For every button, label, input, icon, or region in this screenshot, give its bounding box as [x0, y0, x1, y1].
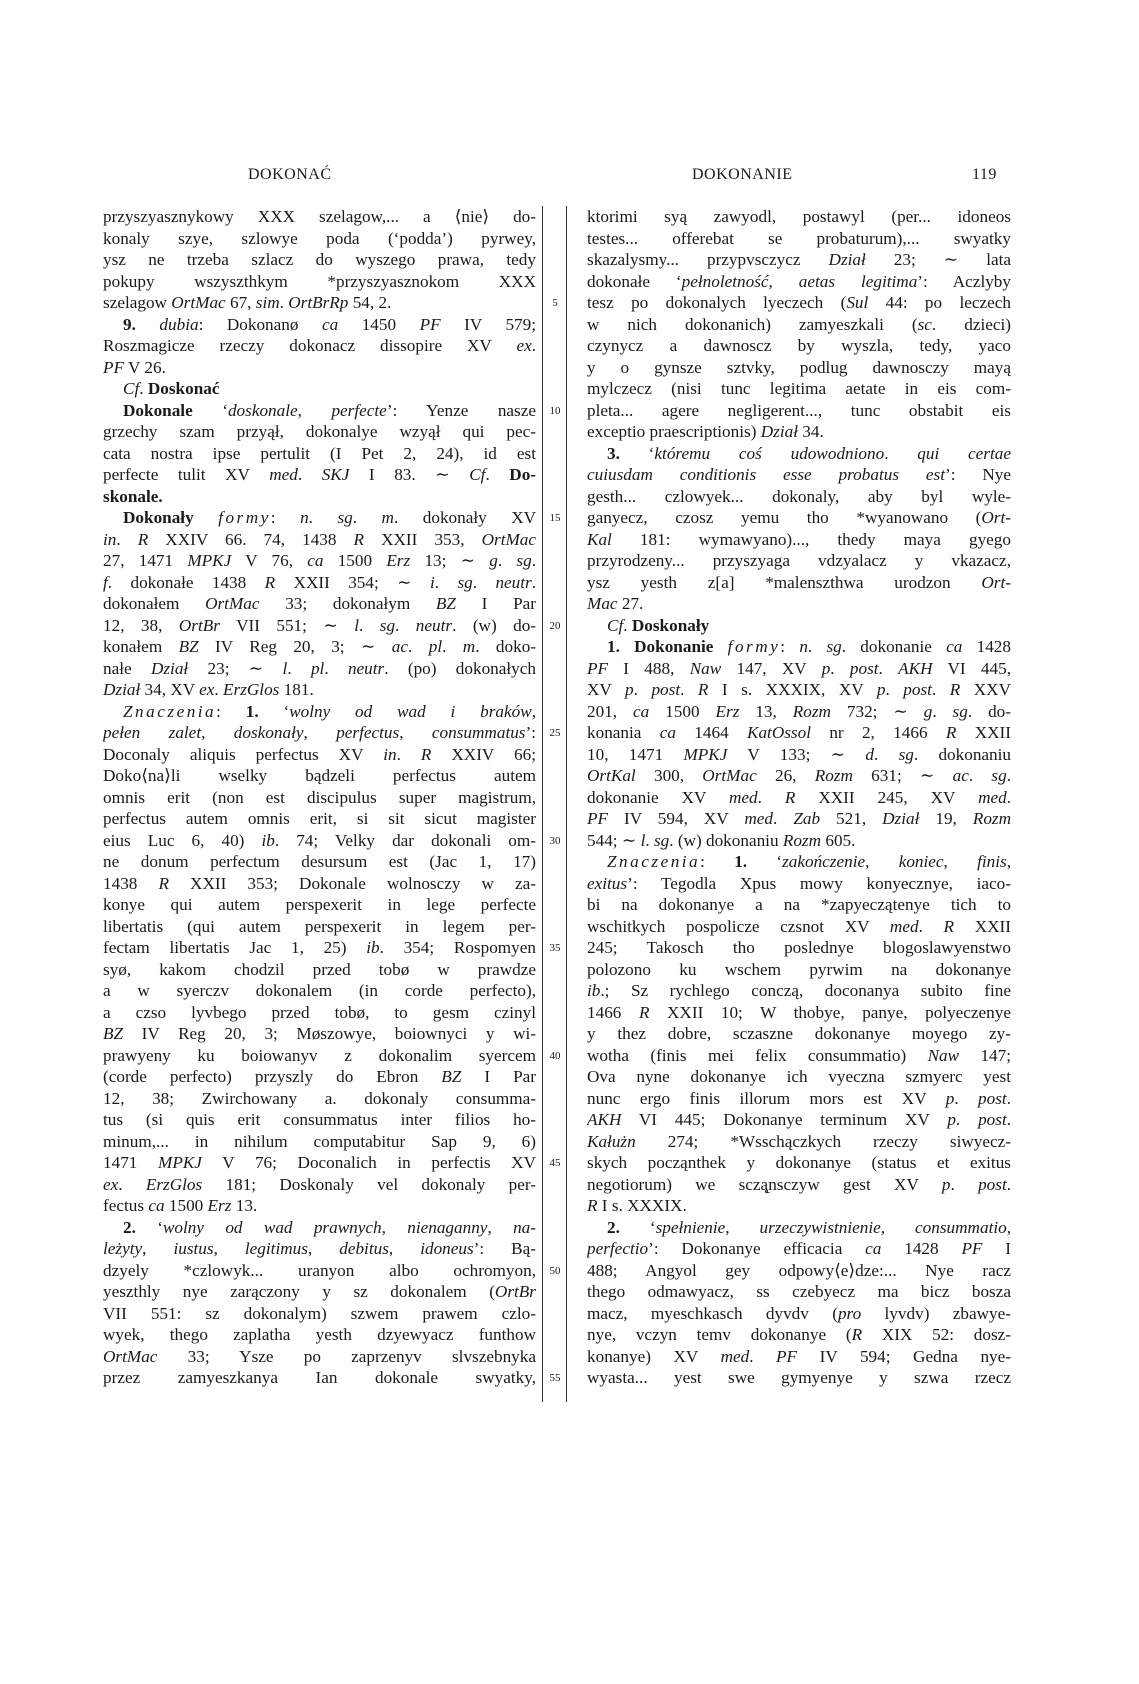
text-line: (corde perfecto) przyszly do Ebron BZ I Par — [103, 1067, 536, 1086]
text-line: ne donum perfectum desursum est (Jac 1, 17) — [103, 852, 536, 871]
text-line: konania ca 1464 KatOssol nr 2, 1466 R XXII — [587, 723, 1011, 742]
line-number: 35 — [549, 942, 561, 954]
text-line: y o gynsze sztvky, podlug dawnosczy mayą — [587, 357, 1011, 377]
text-line: 1471 MPKJ V 76; Doconalich in perfectis XV — [103, 1153, 536, 1172]
text-line: 27, 1471 MPKJ V 76, ca 1500 Erz 13; ∼ g. sg. — [103, 551, 536, 570]
line-number: 45 — [549, 1157, 561, 1169]
text-line: polozono ku wschem pyrwim na dokonanye — [587, 959, 1011, 979]
text-line: gesth... czlowyek... dokonaly, aby byl wyle- — [587, 486, 1011, 506]
text-line: PF I 488, Naw 147, XV p. post. AKH VI 445, — [587, 658, 1011, 678]
text-line: 2. ‘spełnienie, urzeczywistnienie, consummatio, — [607, 1217, 1011, 1237]
text-line: w nich dokonanich) zamyeszkali (sc. dzieci) — [587, 314, 1011, 334]
text-line: grzechy szam przyął, dokonalye wzyął qui pec- — [103, 422, 536, 441]
text-line: przyszyasznykowy XXX szelagow,... a ⟨nie⟩ do- — [103, 207, 536, 226]
text-line: ysz yesth z[a] *malenszthwa urodzon Ort- — [587, 572, 1011, 592]
line-number: 20 — [549, 619, 561, 632]
text-line: ganyecz, czosz yemu tho *wyanowano (Ort- — [587, 508, 1011, 527]
text-line: dokonanie XV med. R XXII 245, XV med. — [587, 787, 1011, 807]
text-line: PF V 26. — [103, 357, 166, 377]
text-line: mylczecz (nisi tunc legitima aetate in eis com- — [587, 379, 1011, 398]
text-line: skych począnthek y dokonanye (status et exitus — [587, 1153, 1011, 1172]
text-line: 12, 38, OrtBr VII 551; ∼ l. sg. neutr. (w) do- — [103, 615, 536, 635]
text-line: 9. dubia: Dokonanø ca 1450 PF IV 579; — [123, 314, 536, 334]
text-line: Cf. Doskonać — [123, 379, 220, 398]
text-line: 12, 38; Zwirchowany a. dokonaly consumma- — [103, 1088, 536, 1108]
text-line: a czso lyvbego przed tobø, to gesm czinyl — [103, 1002, 536, 1022]
text-line: Kałużn 274; *Wsschączkych rzeczy siwyecz- — [587, 1131, 1011, 1151]
text-line: 2. ‘wolny od wad prawnych, nienaganny, na- — [123, 1217, 536, 1237]
text-line: pokupy wszyszthkym *przyszyasznokom XXX — [103, 271, 536, 291]
text-line: nałe Dział 23; ∼ l. pl. neutr. (po) dokonałych — [103, 658, 536, 678]
right-column — [587, 206, 1011, 1389]
text-line: 488; Angyol gey odpowy⟨e⟩dze:... Nye racz — [587, 1260, 1011, 1280]
line-number: 15 — [549, 512, 561, 524]
text-line: ex. ErzGlos 181; Doskonaly vel dokonaly per- — [103, 1174, 536, 1194]
text-line: czynycz a dawnoscz by wyszla, tedy, yaco — [587, 336, 1011, 355]
text-line: 1438 R XXII 353; Dokonale wolnosczy w za- — [103, 873, 536, 893]
text-line: testes... offerebat se probaturum),... swyatky — [587, 228, 1011, 248]
text-line: syø, kakom chodzil przed tobø w prawdze — [103, 959, 536, 979]
text-line: f. dokonałe 1438 R XXII 354; ∼ i. sg. neutr. — [103, 572, 536, 592]
text-line: Dokonale ‘doskonale, perfecte’: Yenze nasze — [123, 400, 536, 420]
text-line: thego odmawyacz, ss czebyecz ma bicz bosza — [587, 1282, 1011, 1301]
text-line: omnis erit (non est discipulus super magistrum, — [103, 787, 536, 807]
text-line: wotha (finis mei felix consummatio) Naw 147; — [587, 1045, 1011, 1065]
running-head-left: DOKONAĆ — [248, 166, 332, 183]
text-line: skonale. — [103, 486, 163, 506]
text-line: Dział 34, XV ex. ErzGlos 181. — [103, 680, 314, 699]
text-line: wyasta... yest swe gymyenye y szwa rzecz — [587, 1368, 1011, 1387]
text-line: leżyty, iustus, legitimus, debitus, idoneus’: Bą- — [103, 1239, 536, 1258]
text-line: Mac 27. — [587, 594, 644, 613]
text-line: exitus’: Tegodla Xpus mowy konyecznye, iaco- — [587, 873, 1011, 893]
text-line: nunc ergo finis illorum mors est XV p. post. — [587, 1088, 1011, 1108]
text-line: 1466 R XXII 10; W thobye, panye, polyeczenye — [587, 1002, 1011, 1022]
text-line: wyek, thego zaplatha yesth dzyewyacz funthow — [103, 1325, 536, 1344]
text-line: Doconaly aliquis perfectus XV in. R XXIV 66; — [103, 744, 536, 764]
text-line: Ova nyne dokonanye ich vyeczna szmyerc yest — [587, 1067, 1011, 1086]
text-line: Kal 181: wymawyano)..., thedy maya gyego — [587, 529, 1011, 549]
text-line: a w syerczv dokonalem (in corde perfecto), — [103, 981, 536, 1000]
text-line: perfectus autem omnis erit, si sit sicut magister — [103, 809, 536, 828]
text-line: fectus ca 1500 Erz 13. — [103, 1196, 258, 1215]
text-line: Znaczenia: 1. ‘zakończenie, koniec, finis, — [607, 852, 1011, 871]
text-line: PF IV 594, XV med. Zab 521, Dział 19, Rozm — [587, 809, 1011, 828]
text-line: fectam libertatis Jac 1, 25) ib. 354; Rospomyen — [103, 938, 536, 957]
text-line: XV p. post. R I s. XXXIX, XV p. post. R XXV — [587, 680, 1011, 699]
text-line: pleta... agere negligerent..., tunc obstabit eis — [587, 400, 1011, 420]
left-column — [103, 206, 536, 1389]
text-line: bi na dokonanye a na *zapyeczątenye tich to — [587, 895, 1011, 914]
text-line: Dokonały formy: n. sg. m. dokonały XV — [123, 508, 536, 527]
text-line: prawyeny ku boiowanyv z dokonalim syercem — [103, 1045, 536, 1065]
text-line: OrtMac 33; Ysze po zaprzenyv slvszebnyka — [103, 1346, 536, 1366]
text-line: 1. Dokonanie formy: n. sg. dokonanie ca 1428 — [607, 637, 1011, 656]
text-line: wschitkych pospolicze czsnot XV med. R XXII — [587, 916, 1011, 936]
text-line: in. R XXIV 66. 74, 1438 R XXII 353, OrtMac — [103, 529, 536, 549]
line-number: 10 — [549, 404, 561, 417]
line-number: 25 — [549, 727, 561, 739]
text-line: perfecte tulit XV med. SKJ I 83. ∼ Cf. Do- — [103, 465, 536, 484]
text-line: Znaczenia: 1. ‘wolny od wad i braków, — [123, 701, 536, 721]
line-number: 55 — [549, 1372, 561, 1384]
text-line: konałem BZ IV Reg 20, 3; ∼ ac. pl. m. doko- — [103, 637, 536, 656]
text-line: AKH VI 445; Dokonanye terminum XV p. post. — [587, 1110, 1011, 1129]
text-line: dokonałe ‘pełnoletność, aetas legitima’: Aczlyby — [587, 271, 1011, 291]
text-line: 245; Takosch tho poslednye blogoslawyenstwo — [587, 938, 1011, 957]
column-rule-right — [566, 206, 567, 1402]
text-line: yeszthly nye zarączony y sz dokonalem (OrtBr — [103, 1282, 536, 1301]
text-line: OrtKal 300, OrtMac 26, Rozm 631; ∼ ac. sg. — [587, 766, 1011, 785]
text-line: szelagow OrtMac 67, sim. OrtBrRp 54, 2. — [103, 293, 392, 312]
text-line: 10, 1471 MPKJ V 133; ∼ d. sg. dokonaniu — [587, 744, 1011, 764]
text-line: ib.; Sz rychlego conczą, doconanya subito fine — [587, 981, 1011, 1000]
text-line: 544; ∼ l. sg. (w) dokonaniu Rozm 605. — [587, 830, 856, 850]
text-line: macz, myeschkasch dyvdv (pro lyvdv) zbawye- — [587, 1303, 1011, 1323]
text-line: cata nostra ipse pertulit (I Pet 2, 24), id est — [103, 443, 536, 463]
text-line: libertatis (qui autem perspexerit in legem per- — [103, 916, 536, 936]
text-line: minum,... in nihilum computabitur Sap 9, 6) — [103, 1131, 536, 1151]
line-number: 30 — [549, 834, 561, 847]
text-line: VII 551: sz dokonalym) szwem prawem czlo- — [103, 1303, 536, 1323]
text-line: BZ IV Reg 20, 3; Møszowye, boiownyci y wi- — [103, 1024, 536, 1043]
text-line: konaly szye, szlowye poda (‘podda’) pyrwey, — [103, 228, 536, 248]
text-line: dokonałem OrtMac 33; dokonałym BZ I Par — [103, 594, 536, 613]
text-line: tesz po dokonalych lyeczech (Sul 44: po leczech — [587, 293, 1011, 312]
text-line: y thez dobre, sczaszne dokonanye moyego zy- — [587, 1024, 1011, 1043]
text-line: perfectio’: Dokonanye efficacia ca 1428 PF I — [587, 1239, 1011, 1258]
text-line: exceptio praescriptionis) Dział 34. — [587, 422, 824, 441]
column-rule-left — [542, 206, 543, 1402]
text-line: przez zamyeszkanya Ian dokonale swyatky, — [103, 1368, 536, 1387]
text-line: Doko⟨na⟩li wselky bądzeli perfectus autem — [103, 766, 536, 785]
line-number: 50 — [549, 1264, 561, 1277]
text-line: Roszmagicze rzeczy dokonacz dissopire XV ex. — [103, 336, 536, 355]
text-line: 201, ca 1500 Erz 13, Rozm 732; ∼ g. sg. do- — [587, 701, 1011, 721]
text-line: R I s. XXXIX. — [587, 1196, 687, 1215]
text-line: negotiorum) we sczą̨nsczyw gest XV p. post. — [587, 1174, 1011, 1194]
running-head-right: DOKONANIE — [692, 166, 793, 183]
text-line: ysz ne trzeba szlacz do wyszego prawa, tedy — [103, 250, 536, 269]
text-line: konanye) XV med. PF IV 594; Gedna nye- — [587, 1346, 1011, 1366]
text-line: skazalysmy... przypvsczycz Dział 23; ∼ lata — [587, 250, 1011, 269]
text-line: przyrodzeny... przyszyaga vdzyalacz y vkazacz, — [587, 551, 1011, 570]
text-line: konye qui autem perspexerit in lege perfecte — [103, 895, 536, 914]
text-line: dzyely *czlowyk... uranyon albo ochromyon, — [103, 1260, 536, 1280]
page-number: 119 — [972, 166, 997, 183]
text-line: tus (si quis erit consummatus inter filios ho- — [103, 1110, 536, 1129]
text-line: nye, vczyn temv dokonanye (R XIX 52: dosz- — [587, 1325, 1011, 1344]
text-line: ktorimi syą zawyodl, postawyl (per... idoneos — [587, 207, 1011, 226]
text-line: 3. ‘któremu coś udowodniono. qui certae — [607, 443, 1011, 463]
text-line: pełen zalet, doskonały, perfectus, consummatus’: — [103, 723, 536, 742]
line-number: 5 — [552, 297, 558, 309]
text-line: eius Luc 6, 40) ib. 74; Velky dar dokonali om- — [103, 830, 536, 850]
text-line: cuiusdam conditionis esse probatus est’: Nye — [587, 465, 1011, 484]
text-line: Cf. Doskonały — [607, 615, 710, 635]
line-number: 40 — [549, 1049, 561, 1062]
